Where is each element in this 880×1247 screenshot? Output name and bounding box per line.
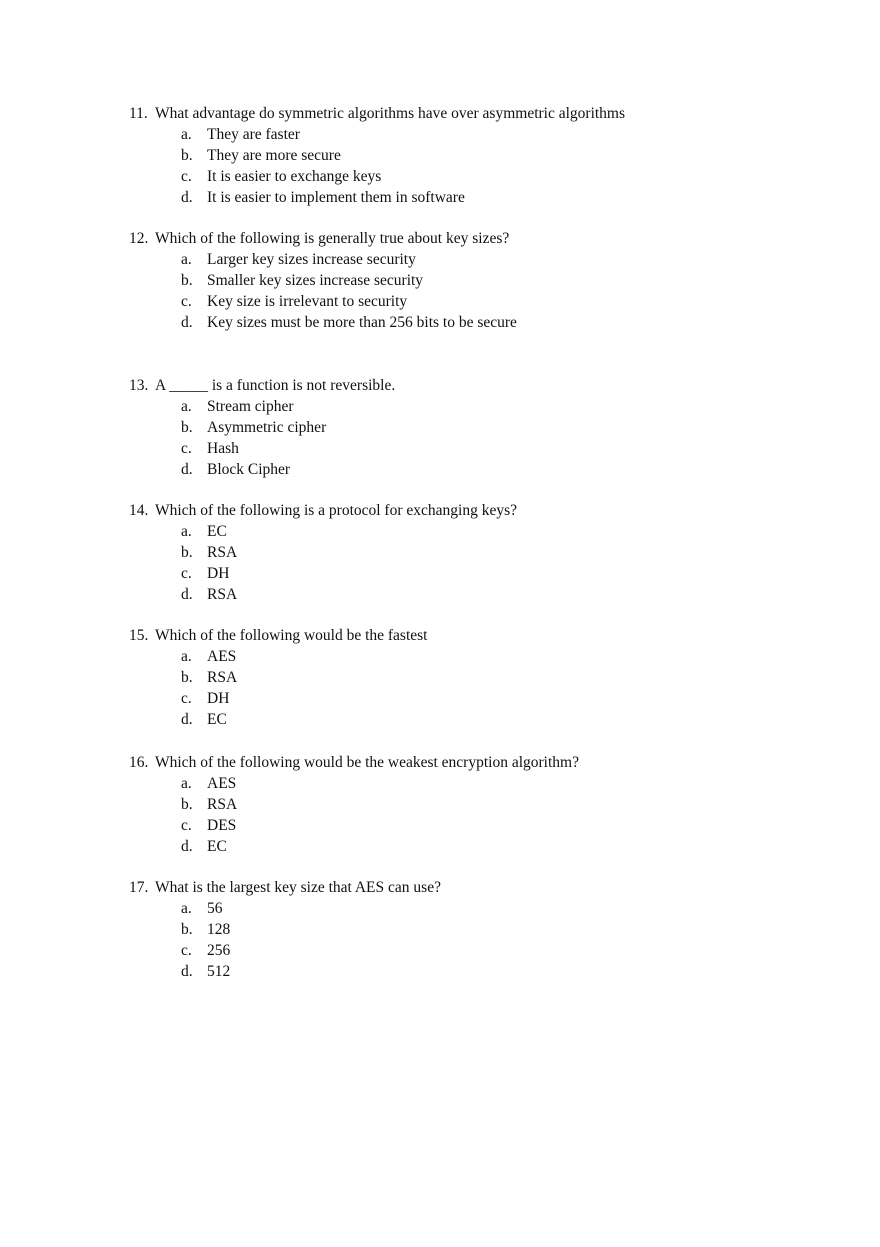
question-number: 12. [129,230,149,247]
option-letter: a. [181,250,192,268]
question-text: Which of the following is a protocol for exchanging keys? [155,502,517,519]
option-item [129,460,829,481]
option-text: Stream cipher [207,397,294,415]
question-17 [129,878,829,983]
option-item [129,418,829,439]
option-item [129,271,829,292]
option-list [129,522,829,606]
question-16 [129,753,829,858]
option-letter: b. [181,418,193,436]
question-stem [129,376,829,397]
option-text: It is easier to implement them in software [207,188,465,206]
option-letter: d. [181,313,193,331]
question-number: 15. [129,627,149,644]
option-text: 56 [207,899,223,917]
option-item [129,167,829,188]
option-text: AES [207,647,237,665]
option-text: RSA [207,543,238,561]
option-text: DES [207,816,237,834]
option-item [129,941,829,962]
option-item [129,899,829,920]
question-text: Which of the following would be the fastest [155,627,428,644]
option-item [129,313,829,334]
question-text: A _____ is a function is not reversible. [155,377,396,394]
option-list [129,899,829,983]
option-letter: a. [181,397,192,415]
question-number: 11. [129,105,148,122]
option-text: 256 [207,941,231,959]
option-letter: c. [181,816,192,834]
option-item [129,774,829,795]
option-letter: a. [181,125,192,143]
option-text: EC [207,837,227,855]
question-15 [129,626,829,731]
option-text: EC [207,710,227,728]
option-text: Hash [207,439,239,457]
option-letter: b. [181,146,193,164]
option-list [129,397,829,481]
option-item [129,188,829,209]
option-letter: b. [181,668,193,686]
question-12 [129,229,829,334]
option-letter: b. [181,543,193,561]
option-item [129,837,829,858]
question-stem [129,878,829,899]
question-number: 13. [129,377,149,394]
question-number: 17. [129,879,149,896]
option-item [129,522,829,543]
option-text: They are faster [207,125,300,143]
question-stem [129,104,829,125]
option-item [129,920,829,941]
option-text: Key sizes must be more than 256 bits to be secure [207,313,517,331]
option-item [129,292,829,313]
option-letter: b. [181,920,193,938]
question-text: Which of the following is generally true about key sizes? [155,230,510,247]
option-text: They are more secure [207,146,341,164]
option-text: Larger key sizes increase security [207,250,416,268]
question-stem [129,626,829,647]
option-letter: d. [181,585,193,603]
option-text: RSA [207,795,238,813]
option-item [129,250,829,271]
option-text: AES [207,774,237,792]
option-item [129,564,829,585]
option-text: Key size is irrelevant to security [207,292,408,310]
option-text: 512 [207,962,231,980]
option-list [129,250,829,334]
option-letter: d. [181,460,193,478]
option-list [129,647,829,731]
option-letter: c. [181,564,192,582]
question-number: 14. [129,502,149,519]
question-stem [129,753,829,774]
option-letter: a. [181,774,192,792]
option-text: 128 [207,920,231,938]
option-text: Asymmetric cipher [207,418,327,436]
option-text: Block Cipher [207,460,291,478]
option-letter: a. [181,522,192,540]
question-number: 16. [129,754,149,771]
question-text: What is the largest key size that AES can use? [155,879,441,896]
option-letter: d. [181,188,193,206]
option-text: DH [207,689,230,707]
question-stem [129,229,829,250]
option-item [129,689,829,710]
option-item [129,585,829,606]
question-14 [129,501,829,606]
option-letter: a. [181,647,192,665]
question-text: What advantage do symmetric algorithms have over asymmetric algorithms [155,105,626,122]
option-item [129,543,829,564]
option-list [129,774,829,858]
option-item [129,962,829,983]
option-item [129,710,829,731]
option-item [129,439,829,460]
option-letter: c. [181,292,192,310]
option-letter: a. [181,899,192,917]
option-text: It is easier to exchange keys [207,167,382,185]
option-text: DH [207,564,230,582]
option-letter: c. [181,167,192,185]
option-letter: d. [181,710,193,728]
option-item [129,397,829,418]
option-letter: b. [181,271,193,289]
option-letter: c. [181,689,192,707]
option-text: RSA [207,585,238,603]
option-item [129,125,829,146]
option-item [129,816,829,837]
option-letter: d. [181,837,193,855]
option-text: Smaller key sizes increase security [207,271,424,289]
option-letter: c. [181,439,192,457]
option-text: RSA [207,668,238,686]
option-text: EC [207,522,227,540]
option-list [129,125,829,209]
option-item [129,668,829,689]
option-letter: d. [181,962,193,980]
option-letter: c. [181,941,192,959]
question-text: Which of the following would be the weakest encryption algorithm? [155,754,579,771]
option-letter: b. [181,795,193,813]
question-stem [129,501,829,522]
question-11 [129,104,829,209]
question-13 [129,376,829,481]
option-item [129,146,829,167]
option-item [129,647,829,668]
option-item [129,795,829,816]
